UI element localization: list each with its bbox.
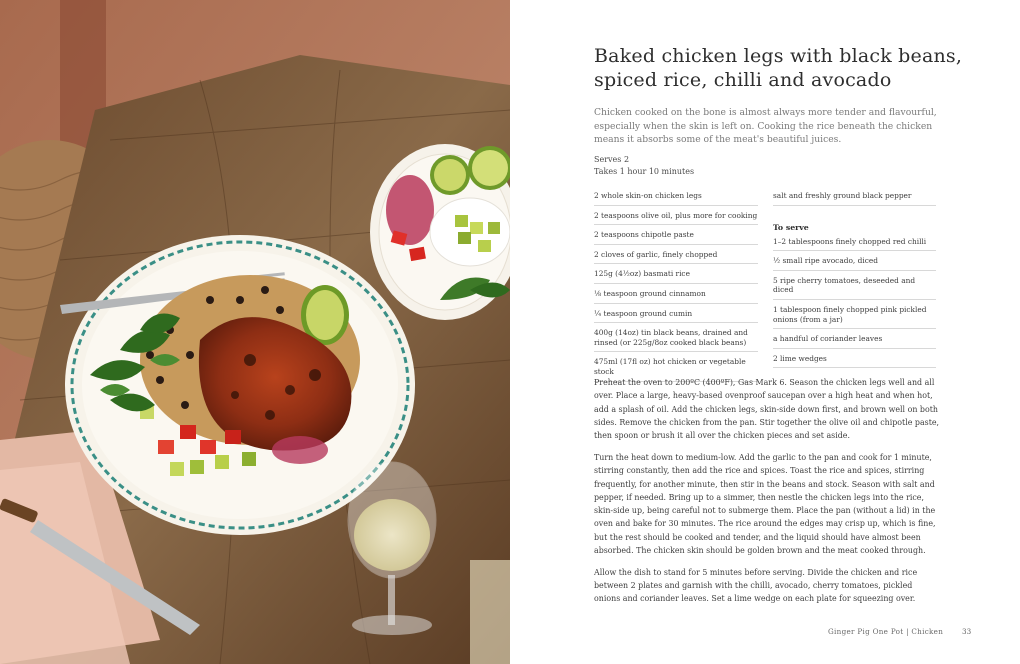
method-paragraph: Allow the dish to stand for 5 minutes before serving. Divide the chicken and rice between 2 plates and garnish with the chilli, avocado, cherry tomatoes, pickled onions and coriander leaves. Set a lime wedge on each plate for squeezing over. bbox=[594, 567, 918, 604]
ingredient-item: 400g (14oz) tin black beans, drained and rinsed (or 225g/8oz cooked black beans) bbox=[594, 326, 758, 352]
ingredient-item: 475ml (17fl oz) hot chicken or vegetable stock bbox=[594, 355, 758, 381]
ingredients-list bbox=[594, 189, 758, 385]
ingredient-item: 2 teaspoons olive oil, plus more for cooking bbox=[594, 209, 758, 226]
ingredient-item: salt and freshly ground black pepper bbox=[773, 189, 936, 206]
page-number: 33 bbox=[962, 627, 972, 636]
serve-item: 5 ripe cherry tomatoes, deseeded and diced bbox=[773, 274, 936, 300]
to-serve-heading: To serve bbox=[773, 222, 809, 232]
to-serve-list bbox=[773, 189, 936, 371]
serves: Serves 2 bbox=[594, 155, 630, 164]
serve-item: a handful of coriander leaves bbox=[773, 332, 936, 349]
serve-item: 2 lime wedges bbox=[773, 352, 936, 369]
recipe-meta bbox=[594, 154, 694, 178]
serve-item: 1 tablespoon finely chopped pink pickled onions (from a jar) bbox=[773, 303, 936, 329]
cook-time: Takes 1 hour 10 minutes bbox=[594, 167, 695, 176]
recipe-title: Baked chicken legs with black beans, spiced rice, chilli and avocado bbox=[594, 45, 963, 91]
recipe-intro: Chicken cooked on the bone is almost always more tender and flavourful, especially when the skin is left on. Cooking the rice beneath the chicken means it absorbs some of the meat's beautiful juices. bbox=[594, 107, 937, 145]
ingredient-item: 125g (4½oz) basmati rice bbox=[594, 267, 758, 284]
ingredient-item: 2 teaspoons chipotle paste bbox=[594, 228, 758, 245]
method-paragraph: Turn the heat down to medium-low. Add the garlic to the pan and cook for 1 minute, stirring constantly, then add the rice and spices. Toast the rice and spices, stirring frequently, for another minute, then stir in the beans and stock. Season with salt and pepper, if needed. Bring up to a simmer, then nestle the chicken legs into the rice, skin-side up, being careful not to submerge them. Place the pan (without a lid) in the oven and bake for 30 minutes. The rice around the edges may crisp up, which is fine, but the rest should be cooked and tender, and the liquid should have almost been absorbed. The chicken skin should be golden brown and the meat cooked through. bbox=[594, 452, 936, 556]
ingredient-item: 2 cloves of garlic, finely chopped bbox=[594, 248, 758, 265]
recipe-page bbox=[510, 0, 1020, 664]
method-paragraph: Preheat the oven to 200ºC (400ºF), Gas Mark 6. Season the chicken legs well and all over. Place a large, heavy-based ovenproof saucepan over a high heat and when hot, add a splash of oil. Add the chicken legs, skin-side down first, and brown well on both sides. Remove the chicken from the pan. Stir together the olive oil and chipotle paste, then spoon or brush it all over the chicken pieces and set aside. bbox=[594, 378, 940, 441]
serve-item: ½ small ripe avocado, diced bbox=[773, 254, 936, 271]
method-steps bbox=[594, 376, 940, 614]
serve-item: 1–2 tablespoons finely chopped red chilli bbox=[773, 235, 936, 252]
running-head: Ginger Pig One Pot | Chicken bbox=[828, 627, 944, 636]
ingredient-item: ⅛ teaspoon ground cinnamon bbox=[594, 287, 758, 304]
ingredient-item: 2 whole skin-on chicken legs bbox=[594, 189, 758, 206]
ingredient-item: ¼ teaspoon ground cumin bbox=[594, 307, 758, 324]
